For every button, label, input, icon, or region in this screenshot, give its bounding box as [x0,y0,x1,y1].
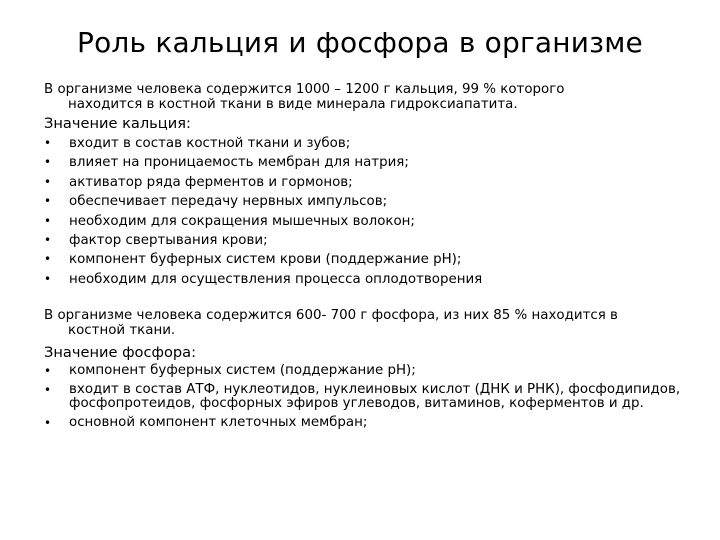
phosphorus-intro-line-2: костной ткани. [68,323,176,338]
list-item [44,270,684,289]
calcium-list [44,134,684,289]
list-item [44,416,684,431]
list-item [44,231,684,250]
bullet-icon: • [44,213,52,228]
list-item-text: влияет на проницаемость мембран для натрия; [69,155,409,171]
list-item [44,212,684,231]
bullet-icon: • [44,252,52,267]
list-item-text: компонент буферных систем (поддержание рН); [69,363,416,378]
list-item-text: основной компонент клеточных мембран; [69,414,368,430]
list-item [44,383,684,412]
list-item-text: компонент буферных систем крови (поддержание рН); [69,252,462,268]
phosphorus-intro [44,308,684,338]
list-item [44,173,684,192]
phosphorus-list [44,364,684,434]
list-item [44,192,684,211]
bullet-icon: • [44,364,52,378]
list-item-text: фактор свертывания крови; [69,232,268,248]
bullet-icon: • [44,271,52,286]
bullet-icon: • [44,382,52,397]
bullet-icon: • [44,174,52,189]
list-item-text: необходим для сокращения мышечных волокон; [69,213,415,229]
list-item-text: необходим для осуществления процесса оплодотворения [69,271,483,287]
calcium-heading: Значение кальция: [44,115,191,132]
list-item [44,364,684,379]
list-item-text: обеспечивает передачу нервных импульсов; [69,194,388,210]
list-item [44,153,684,172]
bullet-icon: • [44,155,52,170]
bullet-icon: • [44,232,52,247]
phosphorus-heading: Значение фосфора: [44,344,197,361]
list-item-text: входит в состав костной ткани и зубов; [69,136,351,151]
list-item-text: входит в состав АТФ, нуклеотидов, нуклеиновых кислот (ДНК и РНК), фосфодипидов, фосфопротеидов, фосфорных эфиров углеводов, витаминов, коферментов и др. [69,381,681,411]
phosphorus-intro-line-1: В организме человека содержится 600- 700 г фосфора, из них 85 % находится в [44,308,618,323]
bullet-icon: • [44,136,52,150]
list-item-text: активатор ряда ферментов и гормонов; [69,174,353,190]
calcium-intro-line-1: В организме человека содержится 1000 – 1200 г кальция, 99 % которого [44,82,565,97]
bullet-icon: • [44,194,52,209]
calcium-intro-line-2: находится в костной ткани в виде минерала гидроксиапатита. [68,97,518,112]
calcium-intro [44,82,684,112]
slide-title: Роль кальция и фосфора в организме [77,26,643,59]
bullet-icon: • [44,415,52,430]
list-item [44,134,684,153]
list-item [44,250,684,269]
